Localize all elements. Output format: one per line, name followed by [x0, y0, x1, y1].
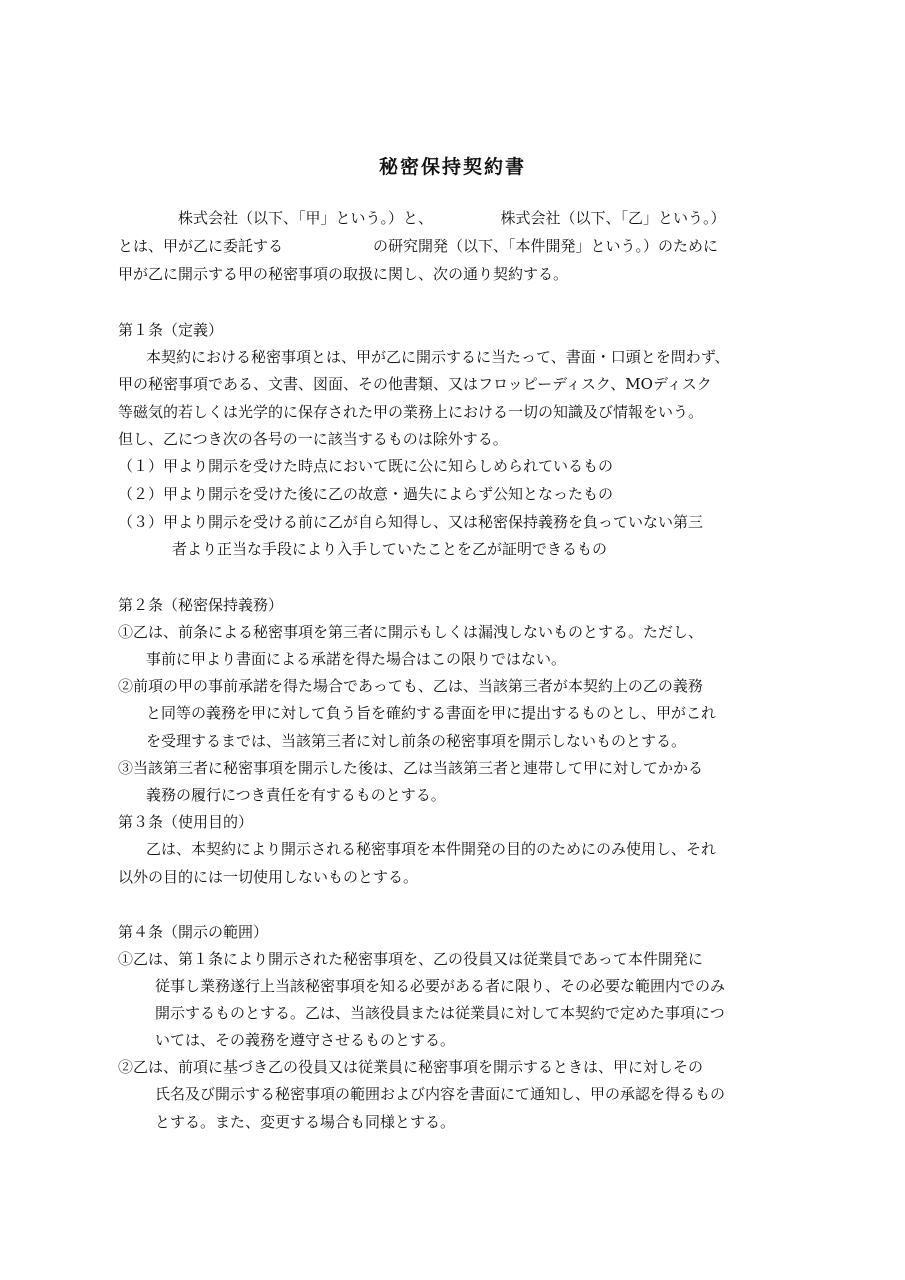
article-item: （２）甲より開示を受けた後に乙の故意・過失によらず公知となったもの: [118, 485, 614, 503]
article-body-line: 以外の目的には一切使用しないものとする。: [118, 868, 419, 886]
article-body-line: 本契約における秘密事項とは、甲が乙に開示するに当たって、書面・口頭とを問わず、: [146, 348, 730, 366]
article-heading: 第２条（秘密保持義務）: [118, 596, 284, 614]
clause-line: 事前に甲より書面による承諾を得た場合はこの限りではない。: [146, 650, 567, 668]
clause-line: 従事し業務遂行上当該秘密事項を知る必要がある者に限り、その必要な範囲内でのみ: [155, 977, 726, 995]
clause-line: ③当該第三者に秘密事項を開示した後は、乙は当該第三者と連帯して甲に対してかかる: [118, 759, 704, 777]
article-heading: 第３条（使用目的）: [118, 813, 254, 831]
clause-line: と同等の義務を甲に対して負う旨を確約する書面を甲に提出するものとし、甲がこれ: [146, 704, 717, 722]
clause-line: ②前項の甲の事前承諾を得た場合であっても、乙は、当該第三者が本契約上の乙の義務: [118, 677, 703, 695]
clause-line: ①乙は、第１条により開示された秘密事項を、乙の役員又は従業員であって本件開発に: [118, 950, 703, 968]
clause-line: 開示するものとする。乙は、当該役員または従業員に対して本契約で定めた事項につ: [155, 1004, 725, 1022]
article-item-continuation: 者より正当な手段により入手していたことを乙が証明できるもの: [172, 540, 608, 558]
article-heading: 第１条（定義）: [118, 321, 224, 339]
clause-line: とする。また、変更する場合も同様とする。: [155, 1113, 456, 1131]
preamble-line: とは、甲が乙に委託する の研究開発（以下、「本件開発」という。）のために: [118, 237, 719, 255]
article-body-line: 乙は、本契約により開示される秘密事項を本件開発の目的のためにのみ使用し、それ: [146, 840, 717, 858]
document-title: 秘密保持契約書: [378, 156, 526, 178]
clause-line: を受理するまでは、当該第三者に対し前条の秘密事項を開示しないものとする。: [146, 732, 687, 750]
preamble-line: 甲が乙に開示する甲の秘密事項の取扱に関し、次の通り契約する。: [118, 265, 569, 283]
clause-line: 氏名及び開示する秘密事項の範囲および内容を書面にて通知し、甲の承認を得るもの: [155, 1085, 726, 1103]
article-body-line: 但し、乙につき次の各号の一に該当するものは除外する。: [118, 430, 508, 448]
clause-line: いては、その義務を遵守させるものとする。: [155, 1031, 456, 1049]
article-body-line: 甲の秘密事項である、文書、図面、その他書類、又はフロッピーディスク、MOディスク: [118, 375, 712, 393]
article-item: （３）甲より開示を受ける前に乙が自ら知得し、又は秘密保持義務を負っていない第三: [118, 513, 704, 531]
article-heading: 第４条（開示の範囲）: [118, 923, 269, 941]
article-item: （１）甲より開示を受けた時点において既に公に知らしめられているもの: [118, 457, 614, 475]
clause-line: ①乙は、前条による秘密事項を第三者に開示もしくは漏洩しないものとする。ただし、: [118, 623, 704, 641]
preamble-line: 株式会社（以下、「甲」という。）と、 株式会社（以下、「乙」という。）: [118, 209, 726, 227]
article-body-line: 等磁気的若しくは光学的に保存された甲の業務上における一切の知識及び情報をいう。: [118, 403, 704, 421]
clause-line: ②乙は、前項に基づき乙の役員又は従業員に秘密事項を開示するときは、甲に対しその: [118, 1058, 704, 1076]
clause-line: 義務の履行につき責任を有するものとする。: [146, 786, 446, 804]
